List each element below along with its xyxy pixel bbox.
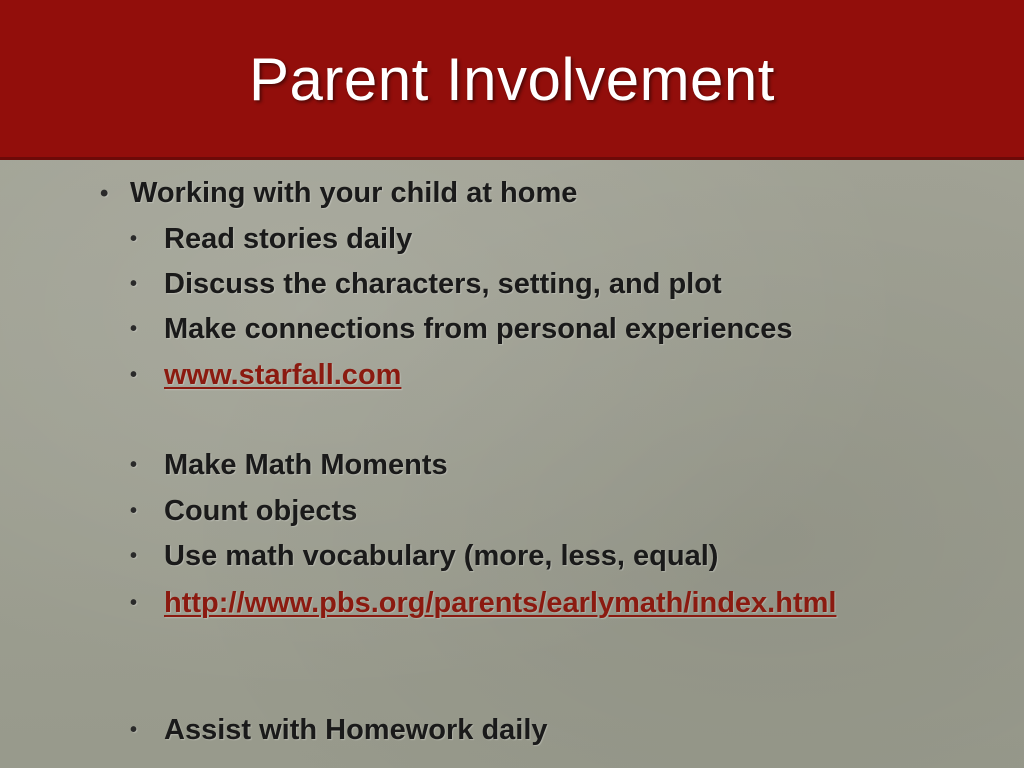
bullet-text: Make connections from personal experiences	[164, 313, 793, 345]
bullet-text: Discuss the characters, setting, and plot	[164, 268, 722, 300]
bullet-icon: •	[130, 545, 138, 567]
bullet-icon: •	[130, 500, 138, 522]
bullet-icon: •	[130, 592, 138, 614]
bullet-item-make-connections	[130, 312, 920, 347]
bullet-icon: •	[100, 180, 109, 207]
starfall-link[interactable]: www.starfall.com	[164, 359, 402, 391]
slide-title: Parent Involvement	[249, 45, 775, 113]
bullet-item-starfall-link	[130, 358, 920, 393]
bullet-icon: •	[130, 228, 138, 250]
bullet-item-count-objects	[130, 494, 920, 529]
bullet-item-working-at-home	[100, 176, 577, 211]
bullet-item-homework	[130, 713, 920, 748]
bullet-icon: •	[130, 273, 138, 295]
bullet-text: Read stories daily	[164, 223, 413, 255]
bullet-icon: •	[130, 318, 138, 340]
bullet-item-pbs-link	[130, 586, 890, 621]
bullet-text: Count objects	[164, 495, 358, 527]
bullet-text: Working with your child at home	[130, 177, 578, 209]
bullet-icon: •	[130, 719, 138, 741]
bullet-item-read-stories	[130, 222, 920, 257]
bullet-icon: •	[130, 454, 138, 476]
bullet-text: Make Math Moments	[164, 449, 448, 481]
bullet-item-math-vocabulary	[130, 539, 920, 574]
pbs-link[interactable]: http://www.pbs.org/parents/earlymath/index.html	[164, 587, 837, 619]
bullet-item-math-moments	[130, 448, 920, 483]
bullet-item-discuss-characters	[130, 267, 920, 302]
bullet-icon: •	[130, 364, 138, 386]
bullet-text: Assist with Homework daily	[164, 714, 548, 746]
bullet-text: Use math vocabulary (more, less, equal)	[164, 540, 719, 572]
